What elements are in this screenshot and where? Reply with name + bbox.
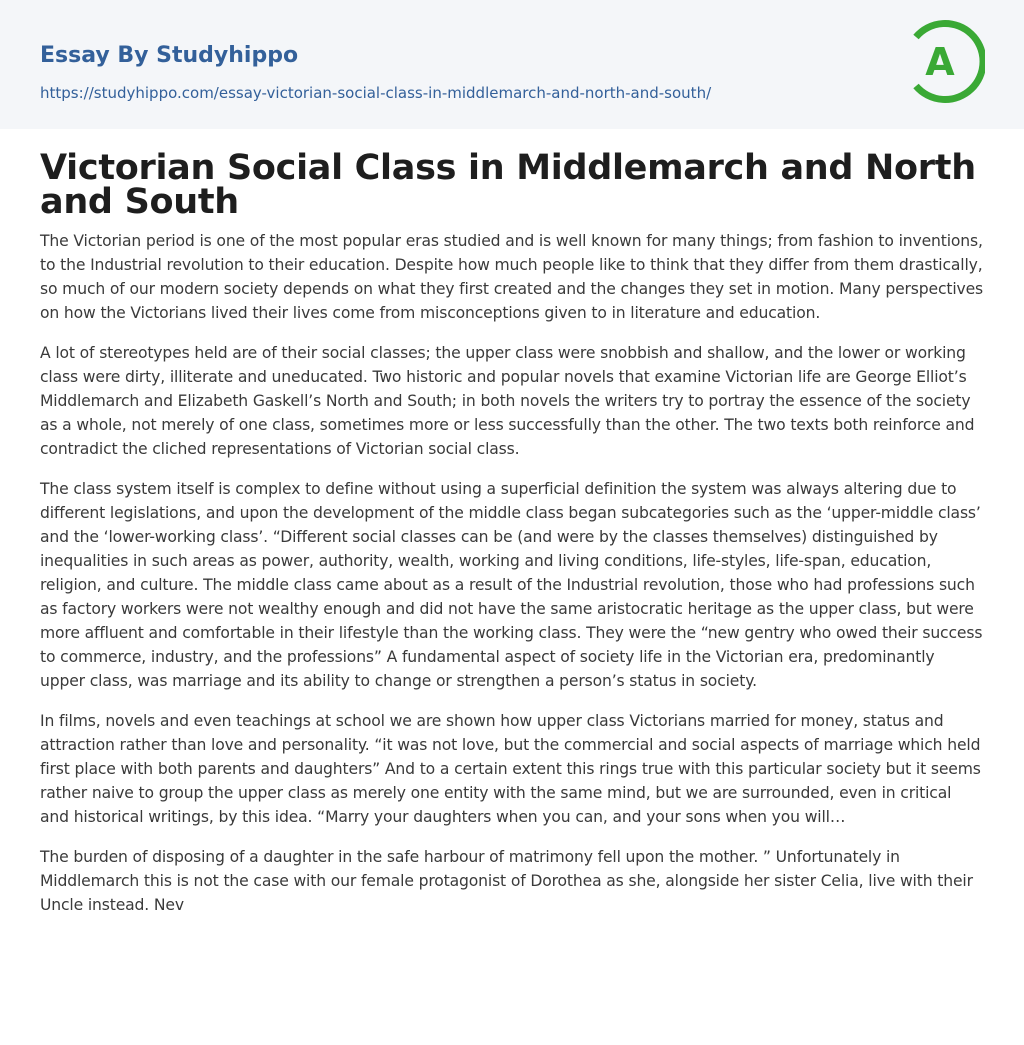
article-paragraph: A lot of stereotypes held are of their social classes; the upper class were snobbish and shallow, and the lower or working class were dirty, illiterate and uneducated. Two historic and popular novels that examine Victorian life are George Elliot’s Middlemarch and Elizabeth Gaskell’s North and South; in both novels the writers try to portray the essence of the society as a whole, not merely of one class, sometimes more or less successfully than the other. The two texts both reinforce and contradict the cliched representations of Victorian social class. — [40, 344, 975, 458]
studyhippo-logo-icon[interactable] — [913, 19, 985, 105]
essay-url-link[interactable]: https://studyhippo.com/essay-victorian-social-class-in-middlemarch-and-north-and-south/ — [40, 84, 712, 102]
site-brand[interactable]: Essay By Studyhippo — [40, 43, 299, 68]
article-paragraph: In films, novels and even teachings at school we are shown how upper class Victorians married for money, status and attraction rather than love and personality. “it was not love, but the commercial and social aspects of marriage which held first place with both parents and daughters” And to a certain extent this rings true with this particular society but it seems rather naive to group the upper class as merely one entity with the same mind, but we are surrounded, even in critical and historical writings, by this idea. “Marry your daughters when you can, and your sons when you will… — [40, 712, 981, 826]
logo-letter: A — [925, 40, 955, 84]
site-header — [0, 0, 1024, 129]
page-title: Victorian Social Class in Middlemarch and North and South — [40, 148, 976, 222]
article-paragraph: The Victorian period is one of the most popular eras studied and is well known for many things; from fashion to inventions, to the Industrial revolution to their education. Despite how much people like to think that they differ from them drastically, so much of our modern society depends on what they first created and the changes they set in motion. Many perspectives on how the Victorians lived their lives come from misconceptions given to in literature and education. — [40, 232, 984, 322]
article-paragraph: The class system itself is complex to define without using a superficial definition the system was always altering due to different legislations, and upon the development of the middle class began subcategories such as the ‘upper-middle class’ and the ‘lower-working class’. “Different social classes can be (and were by the classes themselves) distinguished by inequalities in such areas as power, authority, wealth, working and living conditions, life-styles, life-span, education, religion, and culture. The middle class came about as a result of the Industrial revolution, those who had professions such as factory workers were not wealthy enough and did not have the same aristocratic heritage as the upper class, but were more affluent and comfortable in their lifestyle than the working class. They were the “new gentry who owed their success to commerce, industry, and the professions” A fundamental aspect of society life in the Victorian era, predominantly upper class, was marriage and its ability to change or strengthen a person’s status in society. — [40, 480, 983, 690]
article-body — [0, 148, 1024, 917]
article-paragraph: The burden of disposing of a daughter in the safe harbour of matrimony fell upon the mother. ” Unfortunately in Middlemarch this is not the case with our female protagonist of Dorothea as she, alongside her sister Celia, live with their Uncle instead. Nev — [40, 848, 973, 914]
